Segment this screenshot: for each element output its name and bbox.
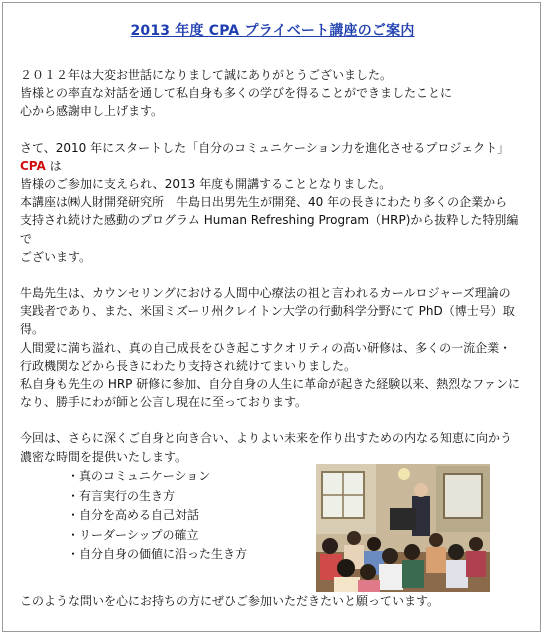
title-container bbox=[0, 20, 545, 40]
page-title: 2013 年度 CPA プライベート講座のご案内 bbox=[130, 23, 415, 39]
list-item: ・自分を高める自己対話 bbox=[67, 508, 200, 522]
cpa-highlight: CPA bbox=[20, 158, 46, 173]
list-item: ・リーダーシップの確立 bbox=[67, 527, 199, 542]
body-text bbox=[20, 66, 528, 466]
list-item: ・有言実行の生き方 bbox=[67, 488, 176, 503]
paragraph-offer: 今回は、さらに深くご自身と向き合い、よりよい未来を作り出すための内なる知恵に向かう 濃密な時間を提供いたします。 bbox=[20, 431, 513, 464]
list-item: ・真のコミュニケーション bbox=[67, 469, 211, 483]
seminar-photo-illustration bbox=[316, 464, 490, 592]
closing-line: このような問いを心にお持ちの方にぜひご参加いただきたいと願っています。 bbox=[20, 594, 440, 608]
spacer bbox=[20, 121, 528, 139]
topic-list bbox=[67, 467, 247, 565]
paragraph-cpa-line bbox=[20, 157, 528, 175]
paragraph-intro-line: さて、2010 年にスタートした「自分のコミュニケーション力を進化させるプロジェクト」 bbox=[20, 140, 510, 155]
list-item: ・自分自身の価値に沿った生き方 bbox=[67, 547, 248, 561]
paragraph-greeting: ２０１２年は大変お世話になりまして誠にありがとうございました。 皆様との率直な対話を通して私自身も多くの学びを得ることができましたことに 心から感謝申し上げます。 bbox=[20, 68, 453, 119]
cpa-suffix: は bbox=[45, 158, 62, 173]
paragraph-instructor: 牛島先生は、カウンセリングにおける人間中心療法の祖と言われるカールロジャーズ理論の 実践者であり、また、米国ミズーリ州クレイトン大学の行動科学分野にて PhD（博士号）取 得。 人間愛に満ち溢れ、真の自己成長をひき起こすクオリティの高い研修は、多くの一流企業・ 行政機関などから長きにわたり支持され続けてまいりました。 私自身も先生の HRP 研修に参加、自分自身の人生に革命が起きた経験以来、熱烈なファンに なり、勝手にわが師と公言し現在に至っております。 bbox=[20, 286, 520, 410]
paragraph-program: 皆様のご参加に支えられ、2013 年度も開講することとなりました。 本講座は㈱人財開発研究所 牛島日出男先生が開発、40 年の長きにわたり多くの企業から 支持され続けた感動のプログラム Human Refreshing Program（HRP)から抜粋した特別編で ございます。 bbox=[20, 177, 519, 264]
spacer bbox=[20, 266, 528, 284]
spacer bbox=[20, 411, 528, 429]
seminar-photo bbox=[316, 464, 490, 592]
